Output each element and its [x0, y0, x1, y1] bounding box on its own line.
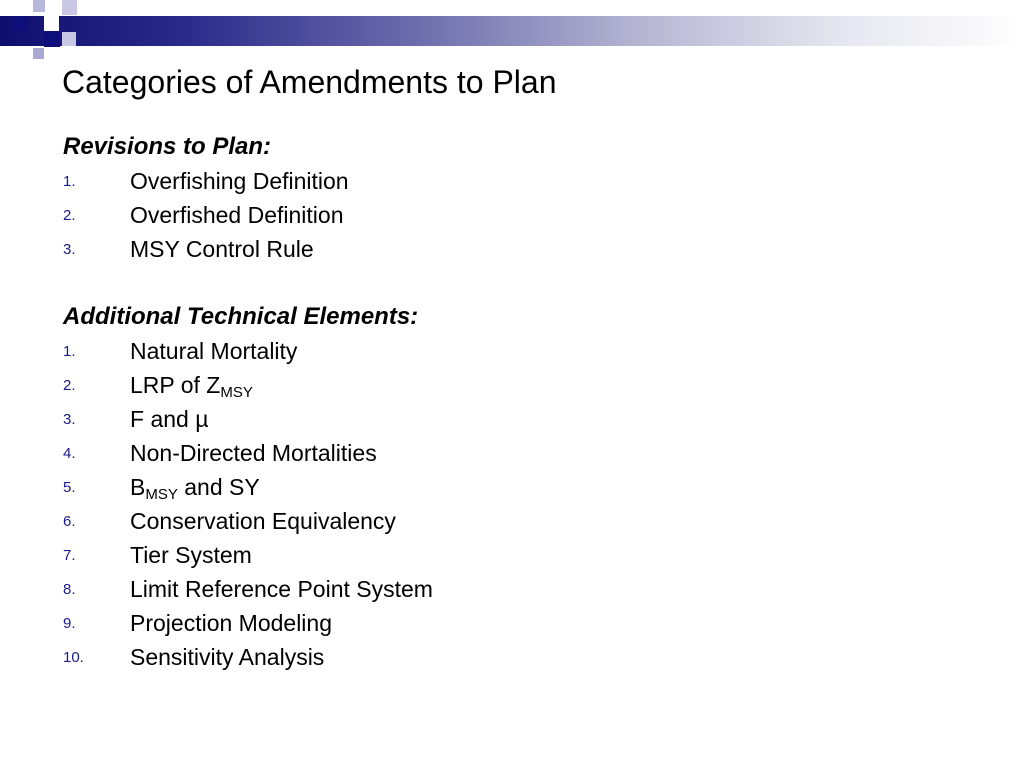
list-item-text: Tier System: [130, 542, 252, 568]
subscript: MSY: [220, 384, 253, 401]
list-item-text: [130, 369, 253, 401]
list-number: 2.: [63, 377, 76, 394]
decor-square: [44, 16, 59, 31]
list-item: [63, 369, 963, 403]
list-item: [63, 471, 963, 505]
list-item-text: Sensitivity Analysis: [130, 644, 325, 670]
decor-square: [62, 0, 77, 15]
list-item-text: Natural Mortality: [130, 338, 298, 364]
subscript: MSY: [145, 486, 178, 503]
list-number: 5.: [63, 479, 76, 496]
slide-body: [63, 131, 963, 675]
list-item: [63, 641, 963, 675]
section-heading-revisions: Revisions to Plan:: [63, 133, 272, 160]
list-number: 3.: [63, 241, 76, 258]
decor-square: [44, 31, 60, 47]
list-item: [63, 403, 963, 437]
list-item-text: F and µ: [130, 406, 209, 432]
decor-square: [33, 0, 45, 12]
list-item: [63, 573, 963, 607]
list-item: [63, 199, 963, 233]
list-number: 2.: [63, 207, 76, 224]
list-item: [63, 335, 963, 369]
section-heading-technical: Additional Technical Elements:: [63, 303, 419, 330]
list-item-text: Overfished Definition: [130, 202, 344, 228]
list-number: 10.: [63, 649, 84, 666]
list-item-text: MSY Control Rule: [130, 236, 314, 262]
list-item: [63, 539, 963, 573]
list-item-text-main: LRP of Z: [130, 372, 221, 398]
header-gradient-bar: [0, 16, 1024, 46]
list-item: [63, 165, 963, 199]
list-item-text: [130, 471, 260, 503]
list-number: 8.: [63, 581, 76, 598]
list-number: 1.: [63, 173, 76, 190]
list-number: 7.: [63, 547, 76, 564]
section-spacer: [63, 267, 963, 301]
list-item: [63, 437, 963, 471]
decor-square: [14, 16, 28, 30]
decor-square: [33, 48, 44, 59]
list-item: [63, 233, 963, 267]
list-number: 9.: [63, 615, 76, 632]
list-number: 6.: [63, 513, 76, 530]
list-item-text-suffix: and SY: [177, 474, 260, 500]
list-item-text: Overfishing Definition: [130, 168, 349, 194]
list-item: [63, 607, 963, 641]
list-item-text: Conservation Equivalency: [130, 508, 396, 534]
decor-square: [62, 32, 76, 46]
list-number: 4.: [63, 445, 76, 462]
list-number: 1.: [63, 343, 76, 360]
list-item-text: Non-Directed Mortalities: [130, 440, 377, 466]
list-item-text: Limit Reference Point System: [130, 576, 433, 602]
slide-title: Categories of Amendments to Plan: [62, 64, 557, 100]
list-number: 3.: [63, 411, 76, 428]
list-item-text-main: B: [130, 474, 146, 500]
list-item-text: Projection Modeling: [130, 610, 333, 636]
list-item: [63, 505, 963, 539]
